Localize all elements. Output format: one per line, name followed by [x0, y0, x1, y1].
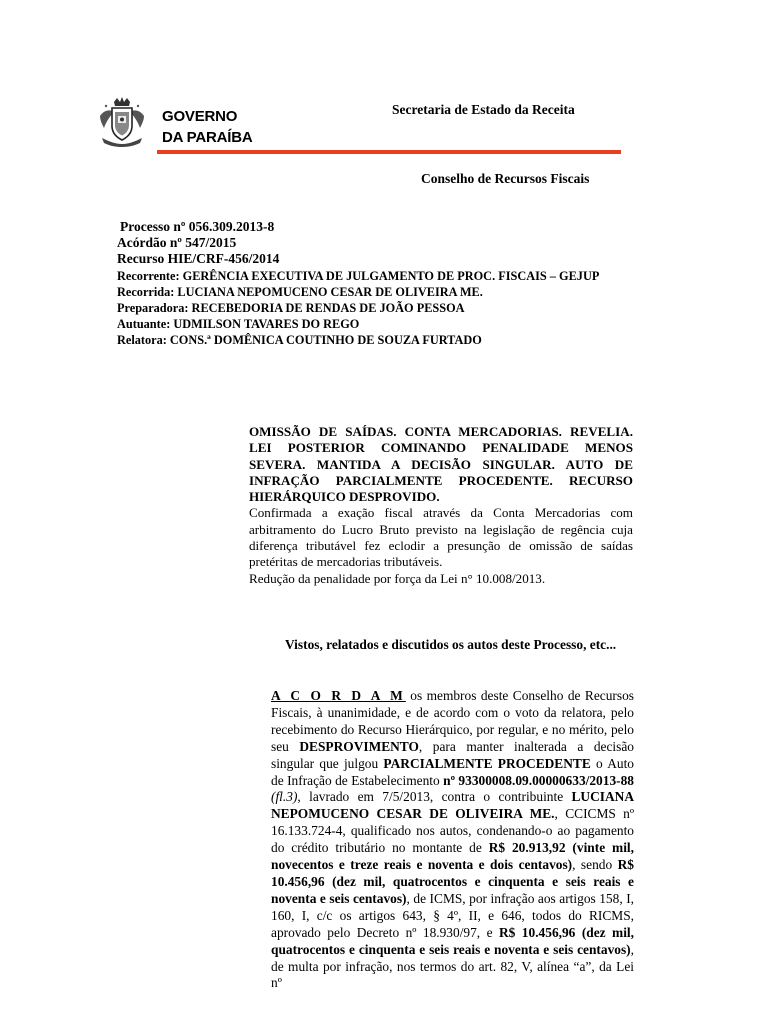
government-line-1: GOVERNO	[162, 108, 238, 125]
acordam-text-7: , de ICMS, por infração aos artigos 158, I, 160, I, c/c os artigos 643, § 4º, II, e 646, todos do RICMS, aprovado pelo Decreto nº 18.930/97, e	[271, 890, 634, 940]
acordam-paragraph	[116, 688, 634, 992]
ementa-body: Confirmada a exação fiscal através da Conta Mercadorias com arbitramento do Lucro Bruto previsto na legislação de regência cuja diferença tributável fez eclodir a presunção de omissão de saídas pretéritas de mercadorias tributáveis.	[249, 505, 633, 570]
icms-amount: R$ 10.456,96 (dez mil, quatrocentos e cinquenta e seis reais e noventa e seis centavos)	[271, 857, 634, 906]
header-divider	[157, 150, 621, 154]
recorrente-line: Recorrente: GERÊNCIA EXECUTIVA DE JULGAMENTO DE PROC. FISCAIS – GEJUP	[117, 268, 600, 283]
preparadora-line: Preparadora: RECEBEDORIA DE RENDAS DE JOÃO PESSOA	[117, 301, 465, 316]
acordam-text-5: , CCICMS nº 16.133.724-4, qualificado nos autos, condenando-o ao pagamento do crédito tributário no montante de	[271, 806, 635, 856]
autuante-line: Autuante: UDMILSON TAVARES DO REGO	[117, 317, 360, 332]
contribuinte-name: LUCIANA NEPOMUCENO CESAR DE OLIVEIRA ME.	[271, 789, 634, 822]
relatora-line: Relatora: CONS.ª DOMÊNICA COUTINHO DE SOUZA FURTADO	[117, 333, 482, 348]
folha-reference: (fl.3)	[271, 789, 298, 805]
auto-infracao-number: nº 93300008.09.00000633/2013-88	[443, 772, 634, 788]
parcialmente-procedente-text: PARCIALMENTE PROCEDENTE	[383, 755, 591, 771]
paraiba-coat-of-arms-icon	[96, 96, 148, 148]
acordam-text-6: , sendo	[572, 857, 618, 873]
acordam-text-8: , de multa por infração, nos termos do art. 82, V, alínea “a”, da Lei nº	[271, 941, 634, 991]
ementa	[249, 424, 633, 587]
acordao-number: Acórdão nº 547/2015	[117, 235, 237, 251]
multa-amount: R$ 10.456,96 (dez mil, quatrocentos e cinquenta e seis reais e noventa e seis centavos)	[271, 924, 634, 957]
ementa-reducao: Redução da penalidade por força da Lei n° 10.008/2013.	[249, 570, 546, 586]
recurso-number: Recurso HIE/CRF-456/2014	[117, 251, 280, 267]
secretaria-title: Secretaria de Estado da Receita	[392, 102, 575, 117]
acordam-text-2: , para manter inalterada a decisão singular que julgou	[271, 738, 634, 771]
ementa-headline: OMISSÃO DE SAÍDAS. CONTA MERCADORIAS. REVELIA. LEI POSTERIOR COMINANDO PENALIDADE MENOS SEVERA. MANTIDA A DECISÃO SINGULAR. AUTO DE INFRAÇÃO PARCIALMENTE PROCEDENTE. RECURSO HIERÁRQUICO DESPROVIDO.	[249, 424, 633, 505]
acordam-text-3: o Auto de Infração de Estabelecimento	[271, 755, 634, 788]
credito-total-amount: R$ 20.913,92 (vinte mil, novecentos e treze reais e noventa e dois centavos)	[271, 840, 634, 873]
desprovimento-text: DESPROVIMENTO	[299, 738, 419, 754]
acordam-text-4: , lavrado em 7/5/2013, contra o contribuinte	[297, 789, 572, 805]
acordam-keyword: A C O R D A M	[271, 688, 406, 703]
government-line-2: DA PARAÍBA	[162, 129, 253, 146]
government-name	[162, 106, 253, 148]
conselho-title: Conselho de Recursos Fiscais	[421, 171, 590, 186]
acordam-text-1: os membros deste Conselho de Recursos Fiscais, à unanimidade, e de acordo com o voto da relatora, pelo recebimento do Recurso Hierárquico, por regular, e no mérito, pelo seu	[271, 688, 634, 754]
recorrida-line: Recorrida: LUCIANA NEPOMUCENO CESAR DE OLIVEIRA ME.	[117, 284, 483, 299]
process-number: Processo nº 056.309.2013-8	[120, 219, 275, 234]
vistos-line: Vistos, relatados e discutidos os autos deste Processo, etc...	[285, 637, 617, 652]
process-info	[117, 219, 599, 349]
